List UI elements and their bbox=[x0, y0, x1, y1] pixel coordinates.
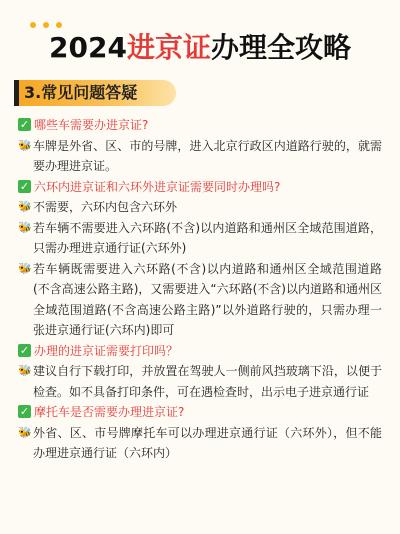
question-text: 办理的进京证需要打印吗？ bbox=[34, 343, 179, 358]
answer-text: 不需要，六环内包含六环外 bbox=[33, 200, 178, 214]
answer-text: 建议自行下载打印，并放置在驾驶人一侧前风挡玻璃下沿，以便于检查。如不具备打印条件，可在遇检查时，出示电子进京通行证 bbox=[33, 364, 382, 399]
faq-answer bbox=[18, 136, 382, 177]
faq-answer bbox=[18, 423, 382, 464]
question-text: 摩托车是否需要办理进京证? bbox=[34, 405, 185, 419]
answer-text: 若车辆既需要进入六环路(不含)以内道路和通州区全域范围道路(不含高速公路主路)，又需要进入“六环路(不含)以内道路和通州区全域范围道路(不含高速公路主路)”以外道路行驶的，只需办理一张进京通行证(六环内)即可 bbox=[33, 261, 382, 337]
bee-icon: 🐝 bbox=[18, 220, 32, 234]
answer-text: 外省、区、市号牌摩托车可以办理进京通行证（六环外），但不能办理进京通行证（六环内） bbox=[33, 425, 382, 460]
dot bbox=[43, 22, 49, 28]
section-header bbox=[14, 80, 176, 106]
check-box-icon: ✓ bbox=[19, 343, 30, 357]
dot bbox=[56, 22, 62, 28]
faq-question bbox=[18, 177, 382, 198]
bee-icon: 🐝 bbox=[18, 261, 32, 275]
check-box-icon: ✓ bbox=[19, 405, 30, 418]
check-box-icon: ✓ bbox=[19, 179, 30, 193]
faq-list bbox=[18, 115, 382, 464]
section-header-bar bbox=[14, 80, 19, 106]
title-rest: 办理全攻略 bbox=[210, 31, 351, 64]
decorative-dots-icon bbox=[30, 22, 62, 28]
check-box-icon: ✓ bbox=[19, 118, 30, 131]
faq-question bbox=[18, 402, 382, 423]
dot bbox=[30, 22, 36, 28]
faq-answer bbox=[18, 218, 382, 259]
faq-answer bbox=[18, 361, 382, 402]
bee-icon: 🐝 bbox=[18, 200, 32, 213]
bee-icon: 🐝 bbox=[18, 425, 32, 439]
bee-icon: 🐝 bbox=[18, 138, 32, 152]
answer-text: 车牌是外省、区、市的号牌，进入北京行政区内道路行驶的，就需要办理进京证。 bbox=[33, 138, 382, 173]
question-text: 哪些车需要办进京证? bbox=[34, 118, 149, 132]
title-highlight: 进京证 bbox=[126, 31, 211, 64]
faq-question bbox=[18, 115, 382, 136]
page-title bbox=[0, 30, 400, 66]
faq-question bbox=[18, 341, 382, 362]
title-year: 2024 bbox=[49, 31, 127, 64]
faq-answer bbox=[18, 259, 382, 341]
section-label: 3.常见问题答疑 bbox=[24, 83, 138, 102]
bee-icon: 🐝 bbox=[18, 364, 32, 377]
question-text: 六环内进京证和六环外进京证需要同时办理吗? bbox=[34, 179, 281, 194]
faq-answer bbox=[18, 197, 382, 218]
answer-text: 若车辆不需要进入六环路(不含)以内道路和通州区全域范围道路，只需办理进京通行证(六环外) bbox=[33, 220, 382, 255]
